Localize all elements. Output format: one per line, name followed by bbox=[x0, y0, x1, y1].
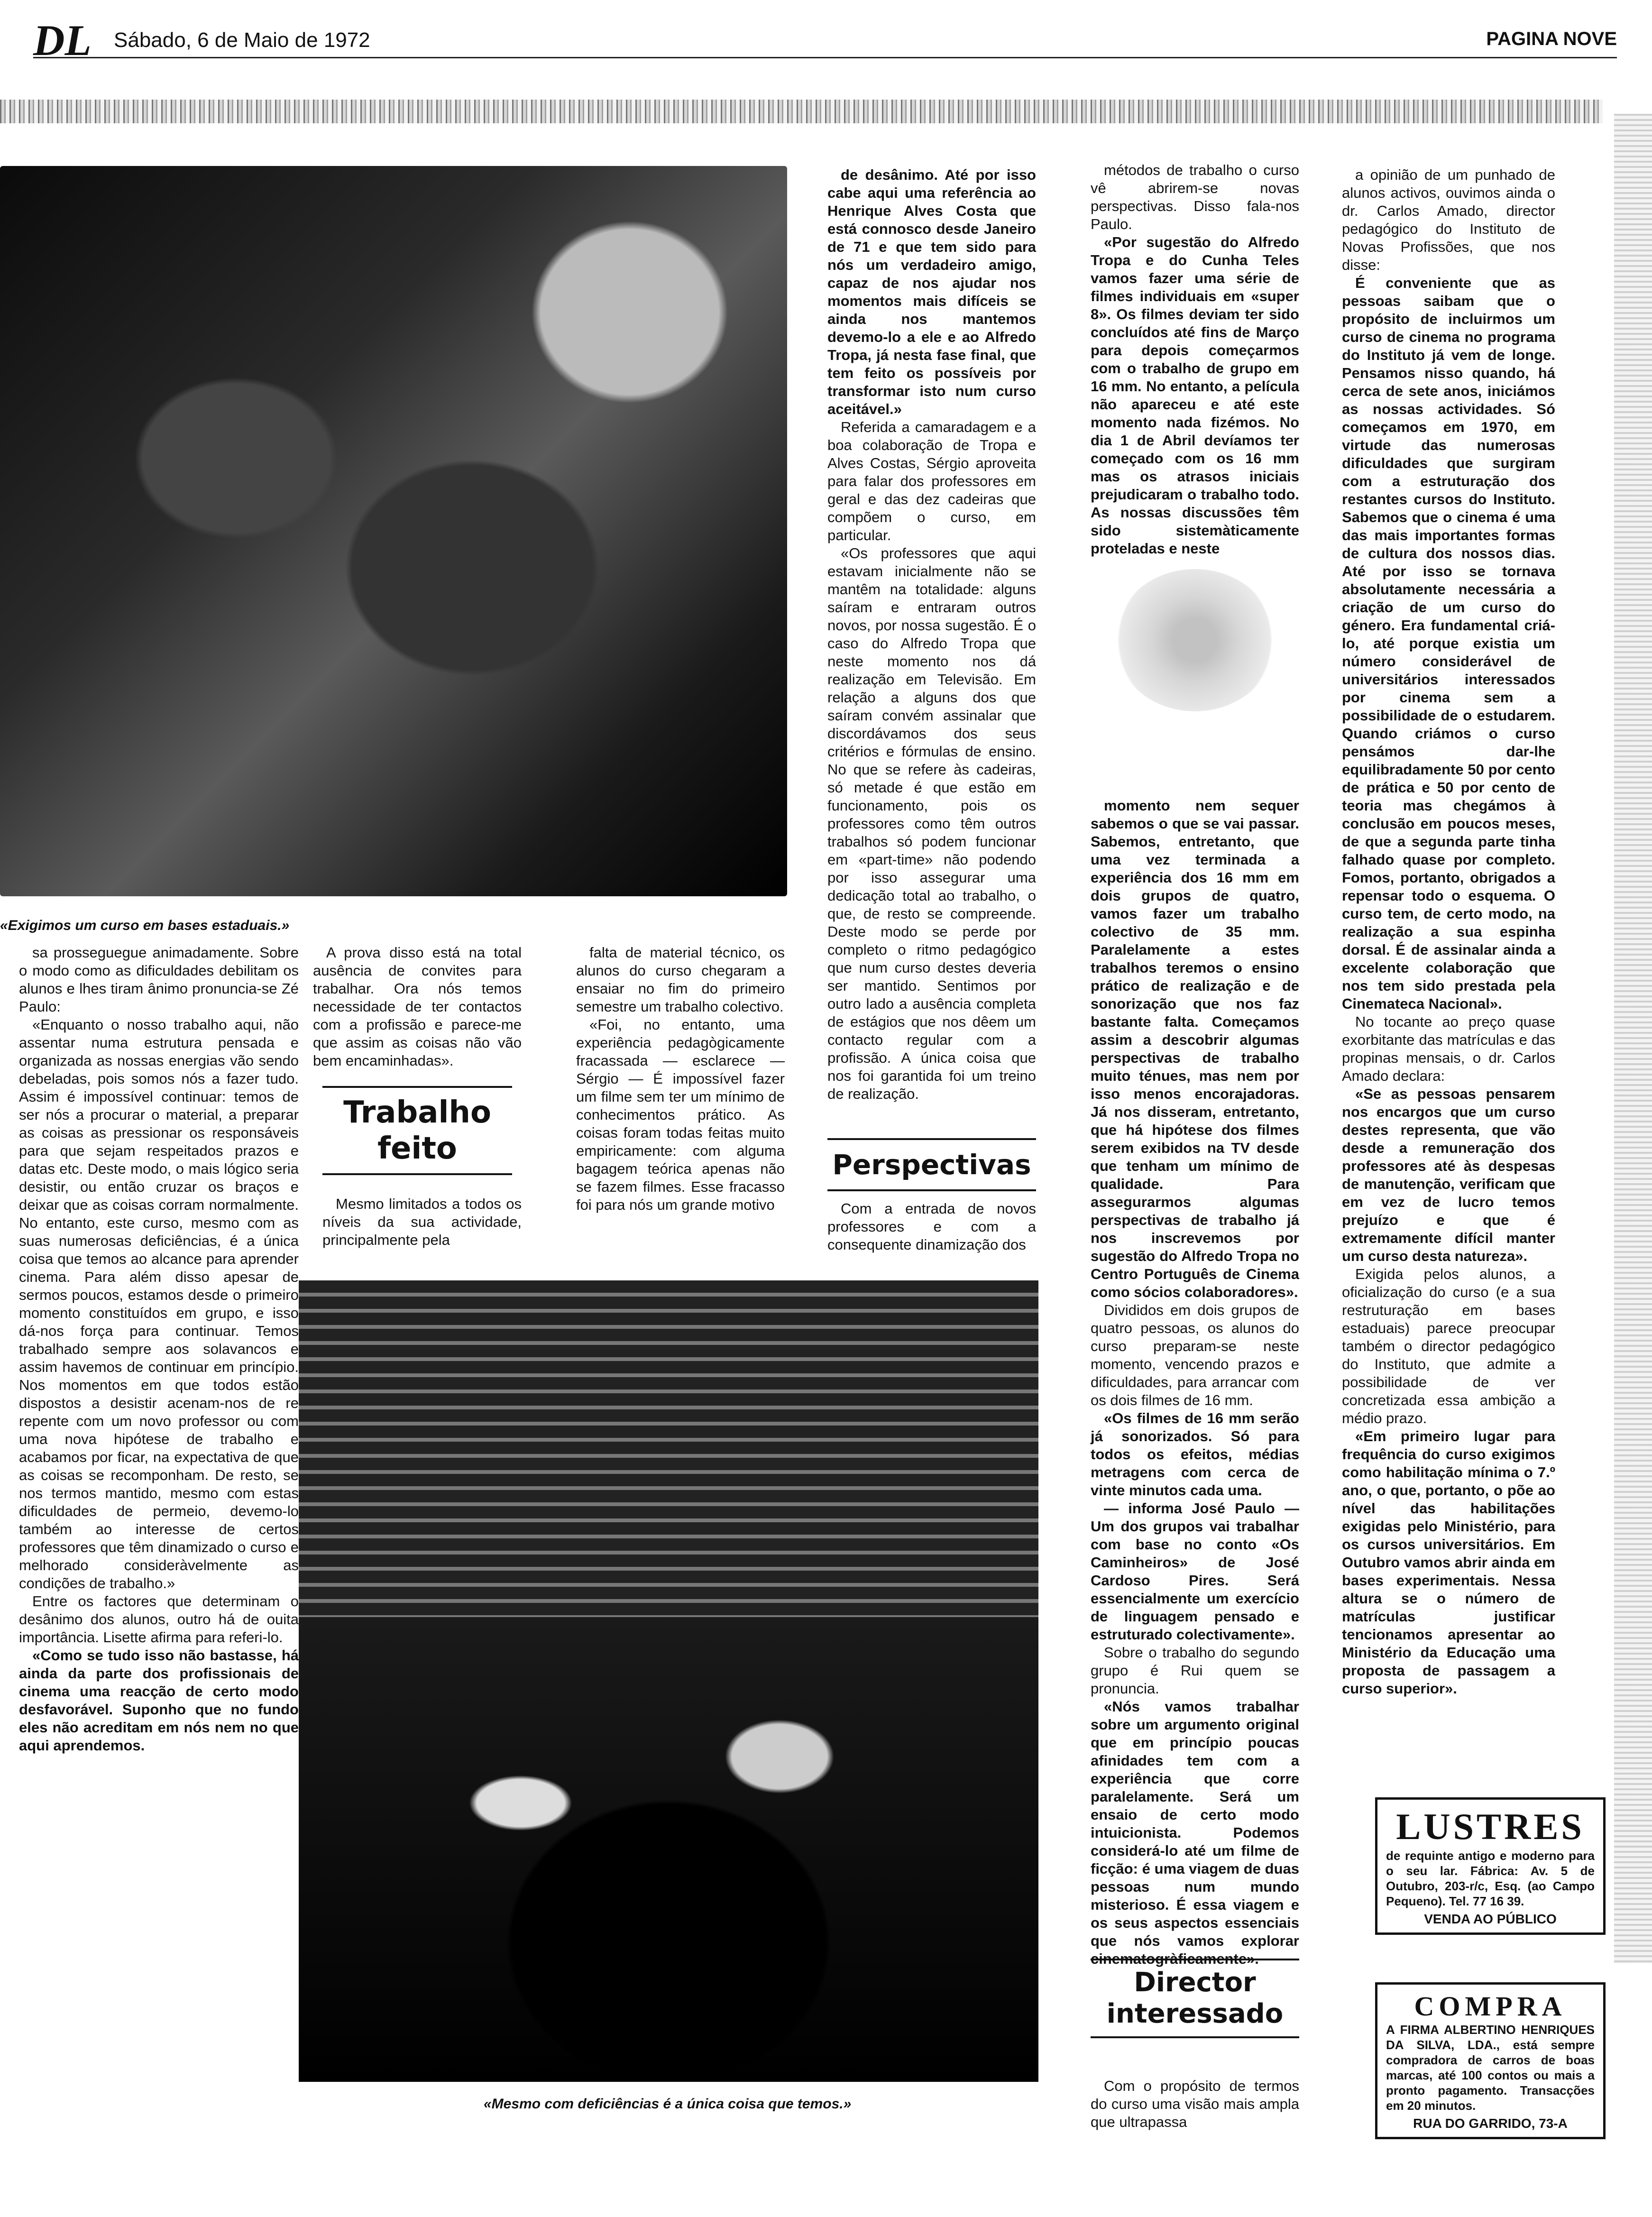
ad-lustres-title: LUSTRES bbox=[1396, 1806, 1585, 1847]
paragraph: Sobre o trabalho do segundo grupo é Rui quem se pronuncia. bbox=[1091, 1644, 1299, 1697]
paragraph: Entre os factores que determinam o desânimo dos alunos, outro há de ouita importância. Lisette afirma para referi-lo. bbox=[19, 1593, 299, 1646]
photo-caption-1: «Exigimos um curso em bases estaduais.» bbox=[0, 918, 290, 933]
paragraph: Mesmo limitados a todos os níveis da sua actividade, principalmente pela bbox=[322, 1196, 522, 1248]
heading-trabalho-feito: Trabalho feito bbox=[322, 1086, 512, 1175]
ad-compra-foot: RUA DO GARRIDO, 73-A bbox=[1413, 2116, 1568, 2131]
paragraph: «Se as pessoas pensarem nos encargos que um curso destes representa, que vão desde a remuneração dos professores até às despesas de manutenção, verificam que em vez de lucro temos prejuízo e que é extremamente difícil manter um curso desta natureza». bbox=[1342, 1086, 1555, 1264]
paragraph: falta de material técnico, os alunos do curso chegaram a ensaiar no fim do primeiro semestre um trabalho colectivo. bbox=[576, 944, 785, 1015]
heading-perspectivas: Perspectivas bbox=[827, 1138, 1036, 1191]
classroom-photo-2 bbox=[299, 1280, 1038, 2082]
ad-lustres-foot: VENDA AO PÚBLICO bbox=[1424, 1912, 1557, 1926]
paragraph: momento nem sequer sabemos o que se vai passar. Sabemos, entretanto, que uma vez terminada a experiência dos 16 mm em dois grupos de quatro, vamos fazer um trabalho colectivo de 35 mm. Paralelamente a estes trabalhos teremos o ensino prático de realização e de sonorização que nos faz bastante falta. Começamos assim a descobrir algumas perspectivas de trabalho muito ténues, mas nem por isso menos encorajadoras. Já nos disseram, entretanto, que há hipótese dos filmes serem exibidos na TV desde que tenham um mínimo de qualidade. Para assegurarmos algumas perspectivas de trabalho já nos inscrevemos por sugestão do Alfredo Tropa no Centro Português de Cinema como sócios colaboradores». bbox=[1091, 797, 1299, 1300]
paragraph: É conveniente que as pessoas saibam que o propósito de incluirmos um curso de cinema no programa do Instituto já vem de longe. Pensamos nisso quando, há cerca de sete anos, iniciámos as nossas actividades. Só começamos em 1970, em virtude das numerosas dificuldades que surgiram com a estruturação dos restantes cursos do Instituto. Sabemos que o cinema é uma das mais importantes formas de cultura dos nossos dias. Até por isso se tornava absolutamente necessária a criação de um curso do género. Era fundamental criá-lo, até porque existia um número considerável de universitários interessados por cinema sem a possibilidade de o estudarem. Quando criámos o curso pensámos dar-lhe equilibradamente 50 por cento de prática e 50 por cento de teoria mas chegámos à conclusão em poucos meses, de que a segunda parte tinha falhado quase por completo. Fomos, portanto, obrigados a repensar todo o esquema. O curso tem, de certo modo, na realização a sua espinha dorsal. É de assinalar ainda a excelente colaboração que nos tem sido prestada pela Cinemateca Nacional». bbox=[1342, 275, 1555, 1012]
issue-date: Sábado, 6 de Maio de 1972 bbox=[114, 28, 370, 52]
paragraph: «Como se tudo isso não bastasse, há ainda da parte dos profissionais de cinema uma reacção de certo modo desfavorável. Suponho que no fundo eles não acreditam em nós nem no que aqui aprendemos. bbox=[19, 1647, 299, 1754]
column-f bbox=[1342, 166, 1555, 1698]
paragraph: «Enquanto o nosso trabalho aqui, não assentar numa estrutura pensada e organizada as nossas energias vão sendo debeladas, pois somos nós a fazer tudo. Assim é impossível continuar: temos de ser nós a procurar o material, a preparar as coisas as pressionar os responsáveis para que sejam respeitados prazos e datas etc. Deste modo, o mais lógico seria desistir, ou então cruzar os braços e deixar que as coisas corram normalmente. No entanto, este curso, mesmo com as suas numerosas deficiências, é a única coisa que temos ao alcance para aprender cinema. Para além disso apesar de sermos poucos, estamos desde o primeiro momento constituídos em grupo, e isso dá-nos força para continuar. Temos trabalhado sempre aos solavancos e assim havemos de continuar em princípio. Nos momentos em que todos estão dispostos a desistir acenam-nos de re repente com um novo professor ou com uma nova hipótese de trabalho e acabamos por ficar, na expectativa de que as coisas se recomponham. De resto, se nos termos mantido, mesmo com estas dificuldades de permeio, devemo-lo também ao interesse de certos professores que têm dinamizado o curso e melhorado consideràvelmente as condições de trabalho.» bbox=[19, 1016, 299, 1591]
paragraph: «Por sugestão do Alfredo Tropa e do Cunha Teles vamos fazer uma série de filmes individuais em «super 8». Os filmes deviam ter sido concluídos até fins de Março para depois começarmos com o trabalho de grupo em 16 mm. No entanto, a película não apareceu e até este momento nada fizémos. No dia 1 de Abril devíamos ter começado com os 16 mm mas os atrasos iniciais prejudicaram o trabalho todo. As nossas discussões têm sido sistemàticamente proteladas e neste bbox=[1091, 234, 1299, 557]
column-d2 bbox=[827, 1200, 1036, 1254]
page-number: PAGINA NOVE bbox=[1486, 28, 1617, 49]
ad-lustres bbox=[1375, 1797, 1606, 1935]
students-group bbox=[299, 1617, 1038, 2082]
paragraph: «Foi, no entanto, uma experiência pedagògicamente fracassada — esclarece — Sérgio — É impossível fazer um filme sem ter um mínimo de conhecimentos prático. As coisas foram todas feitas muito empiricamente: com alguma bagagem teórica apenas não se fazem filmes. Esse fracasso foi para nós um grande motivo bbox=[576, 1016, 785, 1213]
column-d bbox=[827, 166, 1036, 1103]
paragraph: sa prosseguegue animadamente. Sobre o modo como as dificuldades debilitam os alunos e lhes tiram ânimo pronuncia-se Zé Paulo: bbox=[19, 944, 299, 1015]
photo-caption-2: «Mesmo com deficiências é a única coisa que temos.» bbox=[484, 2096, 852, 2112]
column-a bbox=[19, 944, 299, 1755]
column-e bbox=[1091, 161, 1299, 558]
classroom-photo-1 bbox=[0, 166, 787, 896]
newspaper-logo: DL bbox=[33, 16, 92, 64]
paragraph: Com a entrada de novos professores e com a consequente dinamização dos bbox=[827, 1200, 1036, 1253]
paragraph: No tocante ao preço quase exorbitante das matrículas e das propinas mensais, o dr. Carlos Amado declara: bbox=[1342, 1013, 1555, 1084]
column-e2 bbox=[1091, 797, 1299, 1968]
paragraph: «Em primeiro lugar para frequência do curso exigimos como habilitação mínima o 7.º ano, o que, portanto, o põe ao nível das habilitações exigidas pelo Ministério, para os cursos universitários. Em Outubro vamos abrir ainda em bases experimentais. Nessa altura se o número de matrículas justificar tencionamos apresentar ao Ministério da Educação uma proposta de passagem a curso superior». bbox=[1342, 1428, 1555, 1697]
paragraph: «Os professores que aqui estavam inicialmente não se mantêm na totalidade: alguns saíram e entraram outros novos, por nossa sugestão. É o caso do Alfredo Tropa que neste momento nos dá realização em Televisão. Em relação a alguns dos que saíram convém assinalar que discordávamos dos seus critérios e fórmulas de ensino. No que se refere às cadeiras, só metade é que estão em funcionamento, pois os professores como têm outros trabalhos só podem funcionar em «part-time» não podendo por isso assegurar uma dedicação total ao trabalho, o que, de resto se compreende. Deste modo se perde por completo o ritmo pedagógico que num curso destes deveria ser mantido. Sentimos por outro lado a ausência completa de estágios que nos dêem um contacto regular com a profissão. A única coisa que nos foi garantida foi um treino de realização. bbox=[827, 545, 1036, 1102]
column-c bbox=[576, 944, 785, 1214]
column-e3 bbox=[1091, 2077, 1299, 2131]
column-b bbox=[313, 944, 522, 1070]
ad-compra-body: A FIRMA ALBERTINO HENRIQUES DA SILVA, LDA., está sempre compradora de carros de boas marcas, até 100 contos ou mais a pronto pagamento. Transacções em 20 minutos. bbox=[1386, 2023, 1595, 2113]
masthead bbox=[33, 16, 1617, 64]
paragraph: Com o propósito de termos do curso uma visão mais ampla que ultrapassa bbox=[1091, 2078, 1299, 2130]
scan-edge bbox=[1614, 114, 1652, 1963]
paragraph: métodos de trabalho o curso vê abrirem-se novas perspectivas. Disso fala-nos Paulo. bbox=[1091, 162, 1299, 232]
paragraph: Referida a camaradagem e a boa colaboração de Tropa e Alves Costas, Sérgio aproveita para falar dos professores em geral e das dez cadeiras que compõem o curso, em particular. bbox=[827, 419, 1036, 543]
paragraph: Exigida pelos alunos, a oficialização do curso (e a sua restruturação em bases estaduais) parece preocupar também o director pedagógico do Instituto, que admite a possibilidade de ver concretizada essa ambição a médio prazo. bbox=[1342, 1266, 1555, 1426]
paragraph: A prova disso está na total ausência de convites para trabalhar. Ora nós temos necessidade de ter contactos com a profissão e parece-me que assim as coisas não vão bem encaminhadas». bbox=[313, 944, 522, 1069]
paragraph: — informa José Paulo — Um dos grupos vai trabalhar com base no conto «Os Caminheiros» de José Cardoso Pires. Será essencialmente um exercício de linguagem pensado e estruturado colectivamente». bbox=[1091, 1500, 1299, 1643]
paragraph: Divididos em dois grupos de quatro pessoas, os alunos do curso preparam-se neste momento, vencendo prazos e dificuldades, para arrancar com os dois filmes de 16 mm. bbox=[1091, 1302, 1299, 1408]
halftone-spot bbox=[1114, 569, 1276, 711]
column-b2 bbox=[322, 1195, 522, 1249]
paragraph: «Nós vamos trabalhar sobre um argumento original que em princípio poucas afinidades tem com a experiência que corre paralelamente. Será um ensaio de certo modo intuicionista. Podemos considerá-lo até um filme de ficção: é uma viagem de duas pessoas num mundo misterioso. É essa viagem e os seus aspectos essenciais que nós vamos explorar cinematogràficamente». bbox=[1091, 1698, 1299, 1967]
paragraph: de desânimo. Até por isso cabe aqui uma referência ao Henrique Alves Costa que está connosco desde Janeiro de 71 e que tem sido para nós um verdadeiro amigo, capaz de nos ajudar nos momentos mais difíceis se ainda nos mantemos devemo-lo a ele e ao Alfredo Tropa, já nesta fase final, que tem feito os possíveis por transformar isto num curso aceitável.» bbox=[827, 166, 1036, 417]
header-rule bbox=[0, 100, 1603, 123]
heading-director-interessado: Director interessado bbox=[1091, 1959, 1299, 2038]
paragraph: a opinião de um punhado de alunos activos, ouvimos ainda o dr. Carlos Amado, director pedagógico do Instituto de Novas Profissões, que nos disse: bbox=[1342, 166, 1555, 273]
ad-compra-title: COMPRA bbox=[1414, 1991, 1567, 2022]
paragraph: «Os filmes de 16 mm serão já sonorizados. Só para todos os efeitos, médias metragens com cerca de vinte minutos cada uma. bbox=[1091, 1410, 1299, 1499]
ad-compra bbox=[1375, 1982, 1606, 2139]
ad-lustres-body: de requinte antigo e moderno para o seu lar. Fábrica: Av. 5 de Outubro, 203-r/c, Esq. (ao Campo Pequeno). Tel. 77 16 39. bbox=[1386, 1849, 1595, 1908]
